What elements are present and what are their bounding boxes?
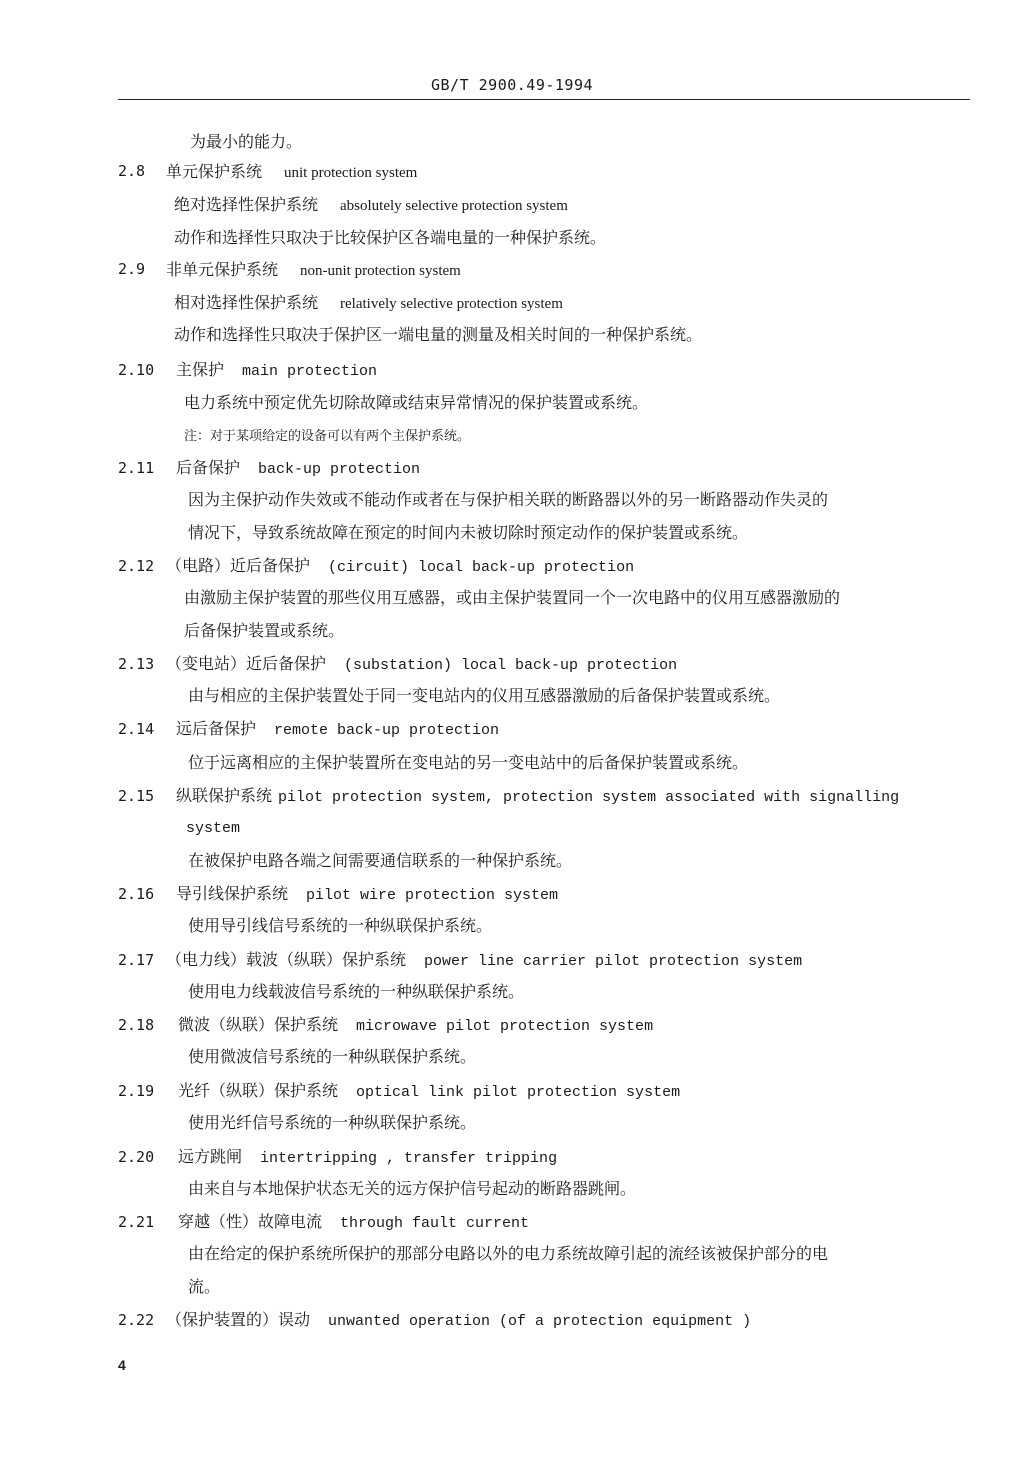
term-2-11 — [176, 457, 420, 481]
term-2-21 — [178, 1211, 529, 1235]
definition-2-10: 电力系统中预定优先切除故障或结束异常情况的保护装置或系统。 — [184, 393, 649, 412]
entry-number: 2.22 — [118, 1311, 155, 1329]
term-zh: （电力线）载波（纵联）保护系统 — [166, 950, 407, 969]
term-2-20 — [178, 1146, 557, 1170]
definition-2-21-line-2: 流。 — [188, 1277, 221, 1296]
synonym-en: relatively selective protection system — [340, 296, 563, 312]
definition-2-19: 使用光纤信号系统的一种纵联保护系统。 — [188, 1113, 477, 1132]
term-2-17 — [166, 949, 802, 973]
entry-number: 2.9 — [118, 260, 146, 278]
term-2-15 — [176, 785, 899, 809]
definition-2-13: 由与相应的主保护装置处于同一变电站内的仪用互感器激励的后备保护装置或系统。 — [188, 686, 781, 705]
term-2-12 — [166, 555, 634, 579]
term-zh: 单元保护系统 — [166, 162, 263, 181]
term-zh: 纵联保护系统 — [176, 786, 273, 805]
entry-number: 2.17 — [118, 951, 155, 969]
note-2-10: 注：对于某项给定的设备可以有两个主保护系统。 — [184, 429, 471, 444]
term-2-9 — [166, 259, 461, 282]
entry-number: 2.12 — [118, 557, 155, 575]
term-en: optical link pilot protection system — [356, 1084, 681, 1101]
synonym-2-8 — [174, 194, 568, 217]
term-2-13 — [166, 653, 677, 677]
synonym-2-9 — [174, 292, 563, 315]
entry-number: 2.21 — [118, 1213, 155, 1231]
entry-number: 2.16 — [118, 885, 155, 903]
term-en: microwave pilot protection system — [356, 1018, 654, 1035]
definition-2-9: 动作和选择性只取决于保护区一端电量的测量及相关时间的一种保护系统。 — [174, 325, 703, 344]
definition-2-16: 使用导引线信号系统的一种纵联保护系统。 — [188, 916, 493, 935]
document-header — [0, 76, 1024, 94]
entry-number: 2.20 — [118, 1148, 155, 1166]
entry-number: 2.14 — [118, 720, 155, 738]
term-zh: （电路）近后备保护 — [166, 556, 311, 575]
entry-number: 2.11 — [118, 459, 155, 477]
synonym-zh: 相对选择性保护系统 — [174, 293, 319, 312]
synonym-en: absolutely selective protection system — [340, 198, 568, 214]
entry-number: 2.8 — [118, 162, 146, 180]
term-en-continuation: system — [186, 820, 241, 837]
term-en: non-unit protection system — [300, 263, 461, 279]
term-2-10 — [176, 359, 377, 383]
term-en: remote back-up protection — [274, 722, 500, 739]
term-zh: 导引线保护系统 — [176, 884, 289, 903]
term-2-14 — [176, 718, 499, 742]
term-2-18 — [178, 1014, 653, 1038]
term-zh: （变电站）近后备保护 — [166, 654, 327, 673]
term-en: (substation) local back-up protection — [344, 657, 678, 674]
term-zh: 远方跳闸 — [178, 1147, 243, 1166]
definition-2-12-line-2: 后备保护装置或系统。 — [184, 621, 345, 640]
term-en: unwanted operation (of a protection equipment ) — [328, 1313, 752, 1330]
term-zh: 主保护 — [176, 360, 225, 379]
definition-2-12-line-1: 由激励主保护装置的那些仪用互感器，或由主保护装置同一个一次电路中的仪用互感器激励的 — [184, 588, 841, 607]
definition-2-15: 在被保护电路各端之间需要通信联系的一种保护系统。 — [188, 851, 573, 870]
definition-2-18: 使用微波信号系统的一种纵联保护系统。 — [188, 1047, 477, 1066]
definition-2-17: 使用电力线载波信号系统的一种纵联保护系统。 — [188, 982, 525, 1001]
term-2-16 — [176, 883, 558, 907]
term-2-19 — [178, 1080, 680, 1104]
term-en: pilot wire protection system — [306, 887, 559, 904]
definition-2-20: 由来自与本地保护状态无关的远方保护信号起动的断路器跳闸。 — [188, 1179, 637, 1198]
term-zh: 后备保护 — [176, 458, 241, 477]
term-zh: 远后备保护 — [176, 719, 257, 738]
term-en: pilot protection system, protection system associated with signalling — [278, 789, 900, 806]
term-zh: 穿越（性）故障电流 — [178, 1212, 323, 1231]
term-en: power line carrier pilot protection system — [424, 953, 803, 970]
header-rule — [118, 99, 970, 100]
entry-number: 2.10 — [118, 361, 155, 379]
standard-number: GB/T 2900.49-1994 — [430, 76, 594, 94]
term-zh: 微波（纵联）保护系统 — [178, 1015, 339, 1034]
definition-2-11-line-1: 因为主保护动作失效或不能动作或者在与保护相关联的断路器以外的另一断路器动作失灵的 — [188, 490, 829, 509]
definition-2-21-line-1: 由在给定的保护系统所保护的那部分电路以外的电力系统故障引起的流经该被保护部分的电 — [188, 1244, 829, 1263]
entry-number: 2.19 — [118, 1082, 155, 1100]
definition-2-8: 动作和选择性只取决于比较保护区各端电量的一种保护系统。 — [174, 228, 607, 247]
term-2-8 — [166, 161, 417, 184]
term-zh: 光纤（纵联）保护系统 — [178, 1081, 339, 1100]
entry-number: 2.18 — [118, 1016, 155, 1034]
continuation-text: 为最小的能力。 — [190, 132, 303, 151]
term-en: main protection — [242, 363, 378, 380]
definition-2-11-line-2: 情况下，导致系统故障在预定的时间内未被切除时预定动作的保护装置或系统。 — [188, 523, 749, 542]
entry-number: 2.13 — [118, 655, 155, 673]
term-en: unit protection system — [284, 165, 418, 181]
term-2-22 — [166, 1309, 751, 1333]
definition-2-14: 位于远离相应的主保护装置所在变电站的另一变电站中的后备保护装置或系统。 — [188, 753, 749, 772]
term-zh: （保护装置的）误动 — [166, 1310, 311, 1329]
term-en: through fault current — [340, 1215, 530, 1232]
term-en: intertripping , transfer tripping — [260, 1150, 558, 1167]
term-en: (circuit) local back-up protection — [328, 559, 635, 576]
page-number: 4 — [118, 1357, 126, 1373]
synonym-zh: 绝对选择性保护系统 — [174, 195, 319, 214]
term-zh: 非单元保护系统 — [166, 260, 279, 279]
term-en: back-up protection — [258, 461, 421, 478]
entry-number: 2.15 — [118, 787, 155, 805]
